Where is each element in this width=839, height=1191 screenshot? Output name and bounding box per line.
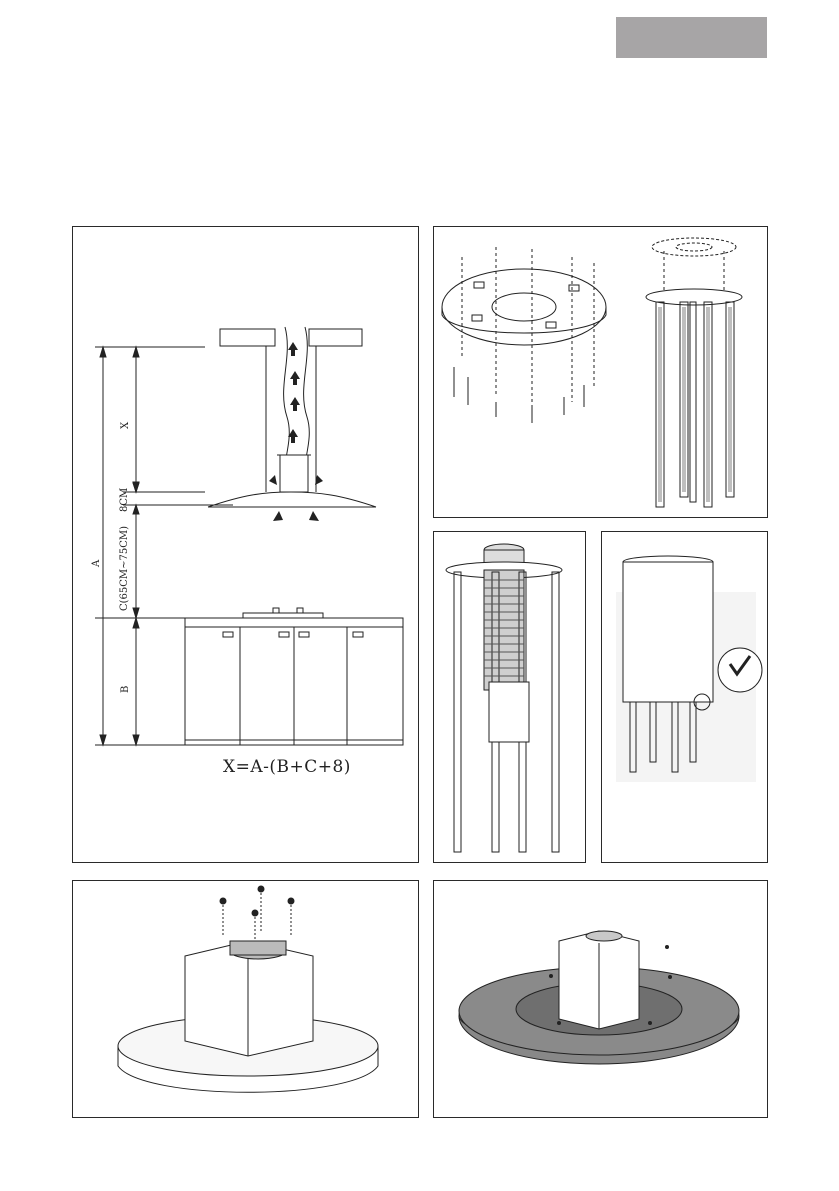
panel-mounting-plate [433, 226, 768, 518]
hood-ring-drawing [434, 881, 769, 1119]
duct-install-drawing [434, 532, 587, 864]
panel-cover-sleeve [601, 531, 768, 863]
height-formula: X=A-(B+C+8) [223, 757, 351, 777]
chimney-mount-drawing [73, 881, 420, 1119]
mounting-plate-drawing [434, 227, 769, 519]
cover-sleeve-drawing [602, 532, 769, 864]
label-x: X [120, 421, 131, 429]
label-b: B [120, 685, 131, 693]
label-a: A [91, 559, 102, 567]
header-tab [616, 17, 767, 58]
label-c: C(65CM~75CM) [119, 525, 130, 611]
panel-chimney-mount [72, 880, 419, 1118]
panel-hood-ring [433, 880, 768, 1118]
panel-duct-install [433, 531, 586, 863]
label-8cm: 8CM [119, 487, 130, 512]
